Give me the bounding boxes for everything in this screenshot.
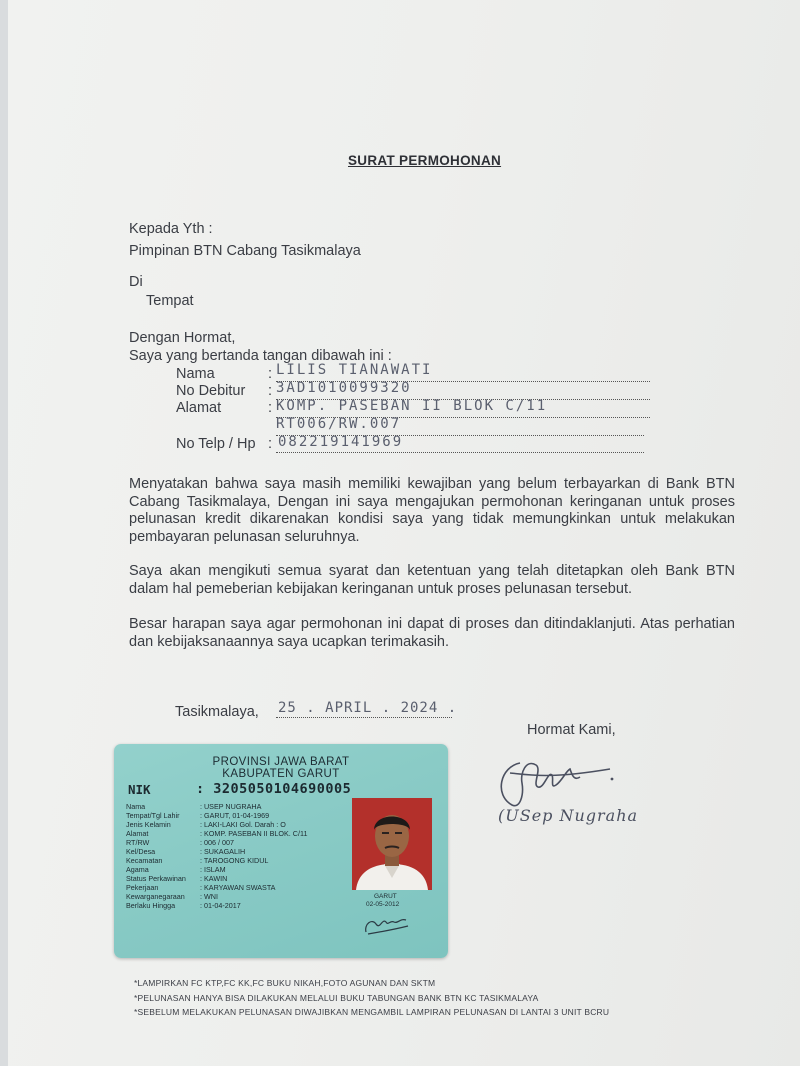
footnote-2: *PELUNASAN HANYA BISA DILAKUKAN MELALUI BUKU TABUNGAN BANK BTN KC TASIKMALAYA: [134, 993, 539, 1003]
debtor-value: 3AD1010099320: [276, 380, 412, 396]
id-card-row: Kecamatan : TAROGONG KIDUL: [126, 856, 269, 865]
id-card-row: RT/RW : 006 / 007: [126, 838, 234, 847]
letter-title: SURAT PERMOHONAN: [348, 153, 502, 168]
id-card: [114, 744, 448, 958]
id-card-nik-label: NIK: [128, 782, 151, 797]
name-label: Nama: [176, 366, 215, 382]
id-card-issue-date: 02-05-2012: [366, 901, 400, 908]
recipient-di: Di: [129, 274, 143, 290]
paragraph-2: Saya akan mengikuti semua syarat dan ketentuan yang telah ditetapkan oleh Bank BTN dalam hal pemeberian kebijakan keringanan untuk proses pelunasan tersebut.: [129, 563, 735, 597]
date-value: 25 . APRIL . 2024 .: [278, 700, 458, 716]
place-label: Tasikmalaya,: [175, 704, 259, 720]
id-card-row: Tempat/Tgl Lahir : GARUT, 01-04-1969: [126, 811, 270, 820]
id-card-photo: [352, 798, 432, 890]
id-card-row: Pekerjaan : KARYAWAN SWASTA: [126, 883, 276, 892]
id-card-row: Agama : ISLAM: [126, 865, 226, 874]
intro-line: Saya yang bertanda tangan dibawah ini :: [129, 348, 392, 364]
date-dotted-line: [276, 717, 452, 718]
debtor-colon: :: [268, 383, 273, 399]
signer-name: (USep Nugraha: [498, 806, 639, 825]
address-value-2: RT006/RW.007: [276, 416, 402, 432]
id-card-signature: [362, 910, 412, 940]
id-card-row: Berlaku Hingga : 01-04-2017: [126, 901, 241, 910]
debtor-label: No Debitur: [176, 383, 246, 399]
phone-dotted-line: [276, 452, 644, 453]
recipient-tempat: Tempat: [146, 293, 194, 309]
id-card-row: Nama : USEP NUGRAHA: [126, 802, 262, 811]
phone-colon: :: [268, 436, 273, 452]
phone-label: No Telp / Hp: [176, 436, 256, 452]
closing: Hormat Kami,: [527, 722, 616, 738]
address-label: Alamat: [176, 400, 222, 416]
footnote-3: *SEBELUM MELAKUKAN PELUNASAN DIWAJIBKAN MENGAMBIL LAMPIRAN PELUNASAN DI LANTAI 3 UNIT BCRU: [134, 1007, 610, 1017]
id-card-row: Kel/Desa : SUKAGALIH: [126, 847, 246, 856]
name-colon: :: [268, 366, 273, 382]
address-colon: :: [268, 400, 273, 416]
recipient-line-2: Pimpinan BTN Cabang Tasikmalaya: [129, 243, 361, 259]
phone-value: 082219141969: [278, 434, 404, 450]
address-value-1: KOMP. PASEBAN II BLOK C/11: [276, 398, 548, 414]
id-card-row: Kewarganegaraan : WNI: [126, 892, 218, 901]
id-card-row: Alamat : KOMP. PASEBAN II BLOK. C/11: [126, 829, 308, 838]
paragraph-1: Menyatakan bahwa saya masih memiliki kewajiban yang belum terbayarkan di Bank BTN Cabang Tasikmalaya, Dengan ini saya mengajukan permohonan keringanan untuk proses pelunasan kredit dikarenakan kondisi saya yang tidak memungkinkan untuk melakukan pembayaran pelunasan seluruhnya.: [129, 476, 735, 545]
recipient-line-1: Kepada Yth :: [129, 221, 213, 237]
id-card-regency: KABUPATEN GARUT: [222, 768, 340, 780]
id-card-issue-city: GARUT: [374, 893, 397, 900]
greeting: Dengan Hormat,: [129, 330, 236, 346]
footnote-1: *LAMPIRKAN FC KTP,FC KK,FC BUKU NIKAH,FOTO AGUNAN DAN SKTM: [134, 978, 436, 988]
name-value: LILIS TIANAWATI: [276, 362, 433, 378]
id-card-nik-value: : 3205050104690005: [196, 781, 352, 797]
id-card-row: Status Perkawinan : KAWIN: [126, 874, 228, 883]
id-card-row: Jenis Kelamin : LAKI-LAKI Gol. Darah : O: [126, 820, 286, 829]
id-card-province: PROVINSI JAWA BARAT: [212, 756, 350, 768]
paragraph-3: Besar harapan saya agar permohonan ini dapat di proses dan ditindaklanjuti. Atas perhatian dan kebijaksanaannya saya ucapkan terimakasih.: [129, 616, 735, 650]
